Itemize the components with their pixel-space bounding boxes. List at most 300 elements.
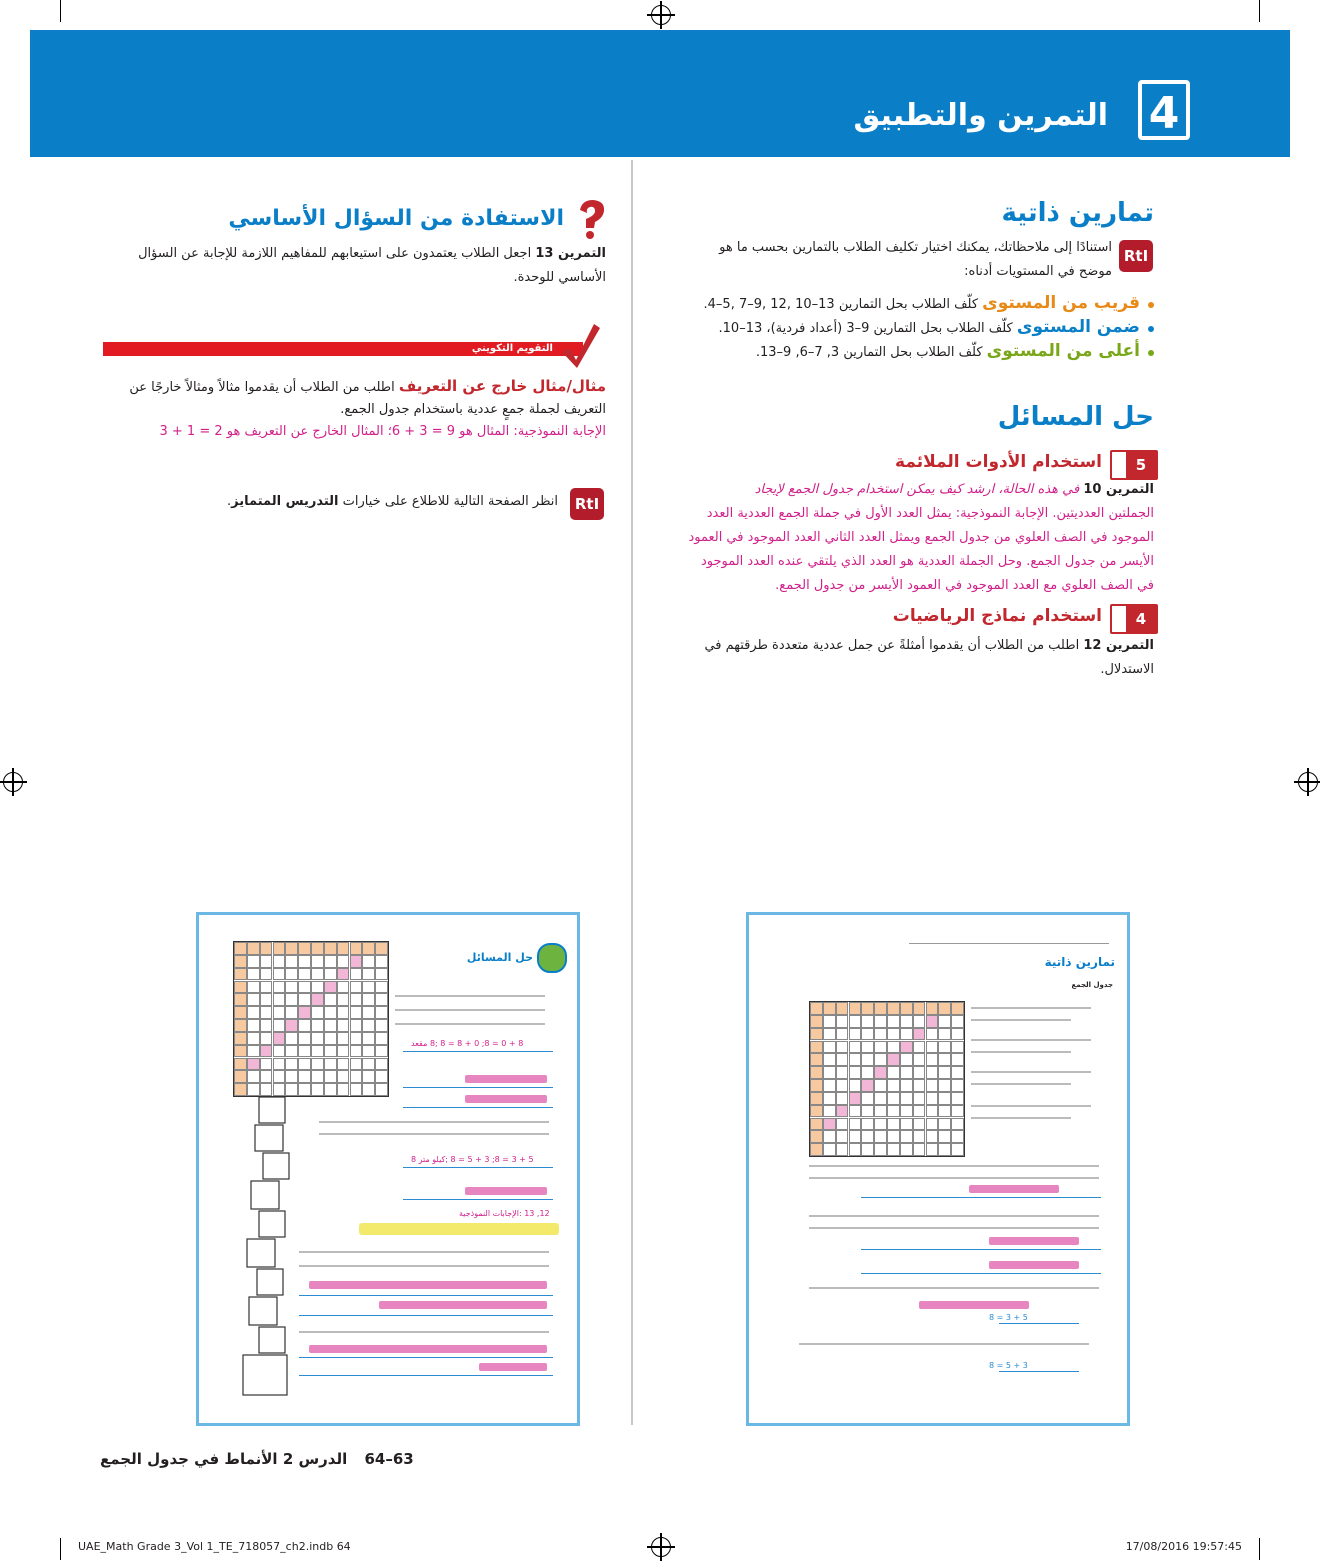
grid-cell (861, 1028, 874, 1041)
thumb-heading: حل المسائل (466, 951, 533, 964)
grid-cell (836, 1130, 849, 1143)
grid-cell (810, 1002, 823, 1015)
grid-cell (951, 1015, 964, 1028)
grid-cell (285, 981, 298, 994)
grid-cell (926, 1002, 939, 1015)
grid-cell (362, 1032, 375, 1045)
grid-cell (849, 1041, 862, 1054)
grid-cell (375, 993, 388, 1006)
answer-highlight (309, 1345, 547, 1353)
grid-cell (938, 1041, 951, 1054)
registration-mark-icon (651, 5, 671, 25)
answer-highlight (479, 1363, 547, 1371)
grid-cell (874, 1130, 887, 1143)
grid-cell (234, 1058, 247, 1071)
exercise-13-line: الأساسي للوحدة. (513, 270, 606, 285)
grid-cell (337, 968, 350, 981)
grid-cell (887, 1118, 900, 1131)
grid-cell (247, 1032, 260, 1045)
grid-cell (362, 1045, 375, 1058)
grid-cell (938, 1015, 951, 1028)
grid-cell (285, 1006, 298, 1019)
grid-cell (900, 1092, 913, 1105)
grid-cell (324, 1006, 337, 1019)
question-mark-icon (574, 198, 608, 240)
grid-cell (234, 1045, 247, 1058)
grid-cell (350, 1045, 363, 1058)
grid-cell (260, 1045, 273, 1058)
text-line (395, 1009, 545, 1011)
mentor-answer: الإجابة النموذجية: المثال هو 9 = 3 + 6؛ المثال الخارج عن التعريف هو 2 = 1 + 3 (159, 424, 606, 439)
grid-cell (273, 968, 286, 981)
grid-cell (836, 1028, 849, 1041)
level-label: ضمن المستوى (1016, 317, 1140, 337)
thumb-heading: تمارين ذاتية (1044, 955, 1115, 969)
grid-cell (375, 1058, 388, 1071)
tower-illustration (229, 1095, 309, 1415)
mentor-label: مثال/مثال خارج عن التعريف (398, 377, 606, 395)
grid-cell (849, 1092, 862, 1105)
grid-cell (350, 1006, 363, 1019)
grid-cell (311, 1070, 324, 1083)
grid-cell (260, 955, 273, 968)
grid-cell (887, 1130, 900, 1143)
grid-cell (260, 993, 273, 1006)
grid-cell (926, 1130, 939, 1143)
answer-highlight (465, 1075, 547, 1083)
tool-number: 4 (1126, 606, 1156, 632)
grid-cell (337, 955, 350, 968)
grid-cell (874, 1015, 887, 1028)
grid-cell (874, 1079, 887, 1092)
answer-line (403, 1051, 553, 1052)
grid-cell (234, 1019, 247, 1032)
registration-mark-icon (1298, 772, 1318, 792)
exercise-12-line: الاستدلال. (1100, 662, 1154, 677)
grid-cell (823, 1105, 836, 1118)
grid-cell (324, 942, 337, 955)
grid-cell (375, 1019, 388, 1032)
grid-cell (234, 1032, 247, 1045)
grid-cell (298, 968, 311, 981)
answer-line (403, 1107, 553, 1108)
registration-mark-icon (3, 772, 23, 792)
grid-cell (324, 955, 337, 968)
grid-cell (311, 1045, 324, 1058)
grid-cell (900, 1015, 913, 1028)
grid-cell (926, 1105, 939, 1118)
thumb-answer: 12, 13 :الإجابات النموذجية (459, 1209, 550, 1218)
grid-cell (350, 955, 363, 968)
grid-cell (874, 1143, 887, 1156)
tool-number: 5 (1126, 452, 1156, 478)
grid-cell (260, 1006, 273, 1019)
grid-cell (874, 1105, 887, 1118)
answer-line (999, 1323, 1079, 1324)
student-page-thumbnail-left (196, 912, 580, 1426)
grid-cell (311, 942, 324, 955)
grid-cell (375, 1083, 388, 1096)
grid-cell (836, 1053, 849, 1066)
grid-cell (285, 955, 298, 968)
grid-cell (913, 1105, 926, 1118)
grid-cell (350, 1058, 363, 1071)
grid-cell (861, 1066, 874, 1079)
grid-cell (861, 1143, 874, 1156)
grid-cell (311, 955, 324, 968)
exercise-10-line: الأيسر من جدول الجمع. وحل الجملة العددية هو العدد الذي يلتقي عنده العدد الموجود (700, 554, 1154, 569)
grid-cell (951, 1118, 964, 1131)
thumb-answer: 5 + 3 = 8; 3 + 5 = 8 ;كيلو متر 8 (411, 1155, 534, 1164)
note-text: انظر الصفحة التالية للاطلاع على خيارات (342, 494, 558, 509)
grid-cell (926, 1015, 939, 1028)
grid-cell (951, 1002, 964, 1015)
grid-cell (938, 1092, 951, 1105)
grid-cell (951, 1092, 964, 1105)
crop-mark (1259, 1538, 1260, 1560)
grid-cell (298, 1006, 311, 1019)
grid-cell (913, 1015, 926, 1028)
grid-cell (324, 993, 337, 1006)
answer-line (299, 1357, 553, 1358)
grid-cell (887, 1079, 900, 1092)
grid-cell (849, 1015, 862, 1028)
grid-cell (938, 1053, 951, 1066)
intro-line-2: موضح في المستويات أدناه: (964, 264, 1112, 279)
grid-cell (234, 955, 247, 968)
grid-cell (900, 1143, 913, 1156)
grid-cell (836, 1118, 849, 1131)
grid-cell (913, 1066, 926, 1079)
grid-cell (823, 1118, 836, 1131)
grid-cell (874, 1041, 887, 1054)
grid-cell (324, 1083, 337, 1096)
grid-cell (810, 1028, 823, 1041)
grid-cell (273, 955, 286, 968)
registration-mark-icon (651, 1537, 671, 1557)
grid-cell (362, 942, 375, 955)
grid-cell (337, 942, 350, 955)
grid-cell (285, 1045, 298, 1058)
thumb-answer: 8 = 3 + 5 (989, 1313, 1028, 1322)
tool-5-title: استخدام الأدوات الملائمة (895, 452, 1102, 472)
grid-cell (810, 1079, 823, 1092)
essential-question-heading: الاستفادة من السؤال الأساسي (228, 206, 564, 231)
grid-cell (285, 1058, 298, 1071)
grid-cell (913, 1041, 926, 1054)
grid-cell (273, 993, 286, 1006)
grid-cell (337, 1083, 350, 1096)
grid-cell (823, 1092, 836, 1105)
grid-cell (887, 1053, 900, 1066)
grid-cell (324, 1045, 337, 1058)
grid-cell (823, 1143, 836, 1156)
grid-cell (362, 981, 375, 994)
grid-cell (849, 1105, 862, 1118)
grid-cell (273, 981, 286, 994)
grid-cell (823, 1066, 836, 1079)
grid-cell (375, 942, 388, 955)
grid-cell (298, 981, 311, 994)
bar-label: التقويم التكويني (471, 343, 553, 354)
grid-cell (938, 1002, 951, 1015)
grid-cell (375, 1045, 388, 1058)
grid-cell (900, 1041, 913, 1054)
text-line (319, 1133, 549, 1135)
grid-cell (285, 1070, 298, 1083)
grid-cell (874, 1028, 887, 1041)
grid-cell (247, 1045, 260, 1058)
grid-cell (247, 1058, 260, 1071)
text-line (971, 1019, 1071, 1021)
level-label: قريب من المستوى (982, 293, 1140, 313)
tool-4-arrow (1110, 604, 1158, 634)
grid-cell (823, 1130, 836, 1143)
thumb-answer: 8 + 0 = 8; 0 + 8 = 8 ;8 مقعد (411, 1039, 524, 1048)
grid-cell (938, 1130, 951, 1143)
grid-cell (938, 1079, 951, 1092)
grid-cell (951, 1028, 964, 1041)
grid-cell (362, 1083, 375, 1096)
grid-cell (861, 1079, 874, 1092)
grid-cell (913, 1028, 926, 1041)
grid-cell (234, 968, 247, 981)
grid-cell (900, 1053, 913, 1066)
grid-cell (913, 1002, 926, 1015)
grid-cell (337, 1070, 350, 1083)
answer-highlight (379, 1301, 547, 1309)
grid-cell (861, 1041, 874, 1054)
grid-cell (951, 1143, 964, 1156)
text-line (971, 1105, 1091, 1107)
text-line (809, 1215, 1099, 1217)
grid-cell (887, 1002, 900, 1015)
grid-cell (874, 1066, 887, 1079)
exercise-label: التمرين 13 (535, 246, 606, 261)
answer-highlight (969, 1185, 1059, 1193)
grid-cell (273, 1070, 286, 1083)
crop-mark (1259, 0, 1260, 22)
grid-cell (861, 1092, 874, 1105)
grid-cell (273, 1045, 286, 1058)
grid-cell (823, 1041, 836, 1054)
grid-cell (849, 1002, 862, 1015)
grid-cell (273, 1006, 286, 1019)
grid-cell (375, 1006, 388, 1019)
grid-cell (849, 1079, 862, 1092)
grid-cell (849, 1118, 862, 1131)
exercise-10-line: الجملتين العدديتين. الإجابة النموذجية: يمثل العدد الأول في جملة الجمع العددية العدد (706, 506, 1154, 521)
answer-highlight (309, 1281, 547, 1289)
grid-cell (247, 1006, 260, 1019)
grid-cell (900, 1130, 913, 1143)
tool-5-arrow (1110, 450, 1158, 480)
grid-cell (298, 942, 311, 955)
grid-cell (887, 1015, 900, 1028)
grid-cell (913, 1053, 926, 1066)
problem-solving-heading: حل المسائل (997, 402, 1154, 432)
grid-cell (362, 955, 375, 968)
grid-cell (350, 1070, 363, 1083)
exercise-10 (654, 478, 1154, 502)
grid-cell (861, 1015, 874, 1028)
grid-cell (298, 1058, 311, 1071)
grid-cell (913, 1092, 926, 1105)
grid-cell (311, 1032, 324, 1045)
text-line (971, 1083, 1071, 1085)
grid-cell (350, 981, 363, 994)
text-line (319, 1121, 549, 1123)
text-line (299, 1331, 549, 1333)
level-item (684, 316, 1154, 340)
answer-highlight (465, 1187, 547, 1195)
grid-cell (861, 1130, 874, 1143)
text-line (395, 995, 545, 997)
grid-cell (247, 942, 260, 955)
grid-cell (247, 1019, 260, 1032)
grid-cell (913, 1130, 926, 1143)
grid-cell (375, 955, 388, 968)
grid-cell (285, 993, 298, 1006)
file-date: 17/08/2016 19:57:45 (1125, 1540, 1242, 1553)
grid-cell (926, 1092, 939, 1105)
grid-cell (298, 955, 311, 968)
grid-cell (926, 1143, 939, 1156)
grid-cell (823, 1053, 836, 1066)
grid-cell (951, 1130, 964, 1143)
grid-cell (849, 1066, 862, 1079)
grid-cell (350, 1032, 363, 1045)
grid-cell (887, 1028, 900, 1041)
grid-cell (362, 993, 375, 1006)
level-list (684, 292, 1154, 364)
grid-cell (247, 955, 260, 968)
grid-cell (874, 1053, 887, 1066)
column-divider (631, 160, 633, 1425)
grid-cell (324, 1070, 337, 1083)
note-bold: التدريس المتمايز (231, 494, 339, 509)
grid-cell (836, 1066, 849, 1079)
chapter-title: التمرين والتطبيق (853, 98, 1108, 133)
grid-cell (938, 1066, 951, 1079)
answer-line (299, 1315, 553, 1316)
grid-cell (311, 993, 324, 1006)
grid-cell (311, 1006, 324, 1019)
differentiated-note (118, 490, 558, 514)
grid-cell (810, 1066, 823, 1079)
level-item (684, 340, 1154, 364)
grid-cell (887, 1143, 900, 1156)
answer-line (861, 1197, 1101, 1198)
grid-cell (913, 1118, 926, 1131)
grid-cell (823, 1028, 836, 1041)
grid-cell (836, 1002, 849, 1015)
grid-cell (260, 1019, 273, 1032)
grid-cell (324, 1058, 337, 1071)
intro-line-1: استنادًا إلى ملاحظاتك، يمكنك اختيار تكليف الطلاب بالتمارين بحسب ما هو (719, 240, 1112, 255)
grid-cell (849, 1053, 862, 1066)
grid-cell (311, 968, 324, 981)
text-line (299, 1265, 549, 1267)
grid-cell (298, 1070, 311, 1083)
grid-cell (350, 942, 363, 955)
grid-cell (260, 1032, 273, 1045)
grid-cell (926, 1053, 939, 1066)
grid-cell (938, 1143, 951, 1156)
grid-cell (861, 1053, 874, 1066)
rti-badge: RtI (1119, 240, 1153, 272)
chapter-number: 4 (1138, 80, 1190, 140)
level-label: أعلى من المستوى (986, 341, 1140, 361)
grid-cell (900, 1105, 913, 1118)
grid-cell (810, 1041, 823, 1054)
grid-cell (823, 1002, 836, 1015)
grid-cell (375, 1032, 388, 1045)
answer-highlight (989, 1261, 1079, 1269)
grid-cell (311, 1058, 324, 1071)
grid-cell (900, 1002, 913, 1015)
page-footer (100, 1450, 414, 1468)
answer-line (299, 1375, 553, 1376)
grid-cell (938, 1118, 951, 1131)
grid-cell (234, 1070, 247, 1083)
grid-cell (247, 981, 260, 994)
grid-cell (234, 993, 247, 1006)
level-text: كلّف الطلاب بحل التمارين 13–10 ,12 ,9–7 ,5–4. (703, 297, 983, 312)
text-line (299, 1251, 549, 1253)
answer-line (403, 1167, 553, 1168)
grid-cell (260, 981, 273, 994)
grid-cell (298, 993, 311, 1006)
answer-line (999, 1371, 1079, 1372)
grid-cell (311, 1019, 324, 1032)
answer-line (403, 1199, 553, 1200)
formative-assessment-bar (103, 342, 583, 356)
text-line (395, 1023, 545, 1025)
grid-cell (375, 981, 388, 994)
grid-cell (234, 1006, 247, 1019)
grid-cell (810, 1130, 823, 1143)
text-line (971, 1051, 1071, 1053)
thumb-answer: 8 = 5 + 3 (989, 1361, 1028, 1370)
text-line (809, 1165, 1099, 1167)
grid-cell (810, 1143, 823, 1156)
grid-cell (836, 1092, 849, 1105)
answer-line (861, 1273, 1101, 1274)
grid-cell (810, 1092, 823, 1105)
text-line (971, 1039, 1091, 1041)
grid-cell (874, 1092, 887, 1105)
grid-cell (298, 1032, 311, 1045)
grid-cell (362, 1070, 375, 1083)
text-line (971, 1007, 1091, 1009)
grid-cell (324, 981, 337, 994)
text-line (971, 1117, 1071, 1119)
grid-cell (836, 1143, 849, 1156)
grid-cell (926, 1041, 939, 1054)
level-text: كلّف الطلاب بحل التمارين 9–3 (أعداد فردية)، 13–10. (718, 321, 1017, 336)
answer-highlight (989, 1237, 1079, 1245)
exercise-12 (654, 634, 1154, 658)
highlight-stripe (359, 1223, 559, 1235)
grid-cell (362, 1019, 375, 1032)
grid-cell (900, 1079, 913, 1092)
grid-cell (836, 1105, 849, 1118)
crop-mark (60, 1538, 61, 1560)
grid-cell (362, 1058, 375, 1071)
mentor-example (116, 374, 606, 400)
grid-cell (234, 942, 247, 955)
